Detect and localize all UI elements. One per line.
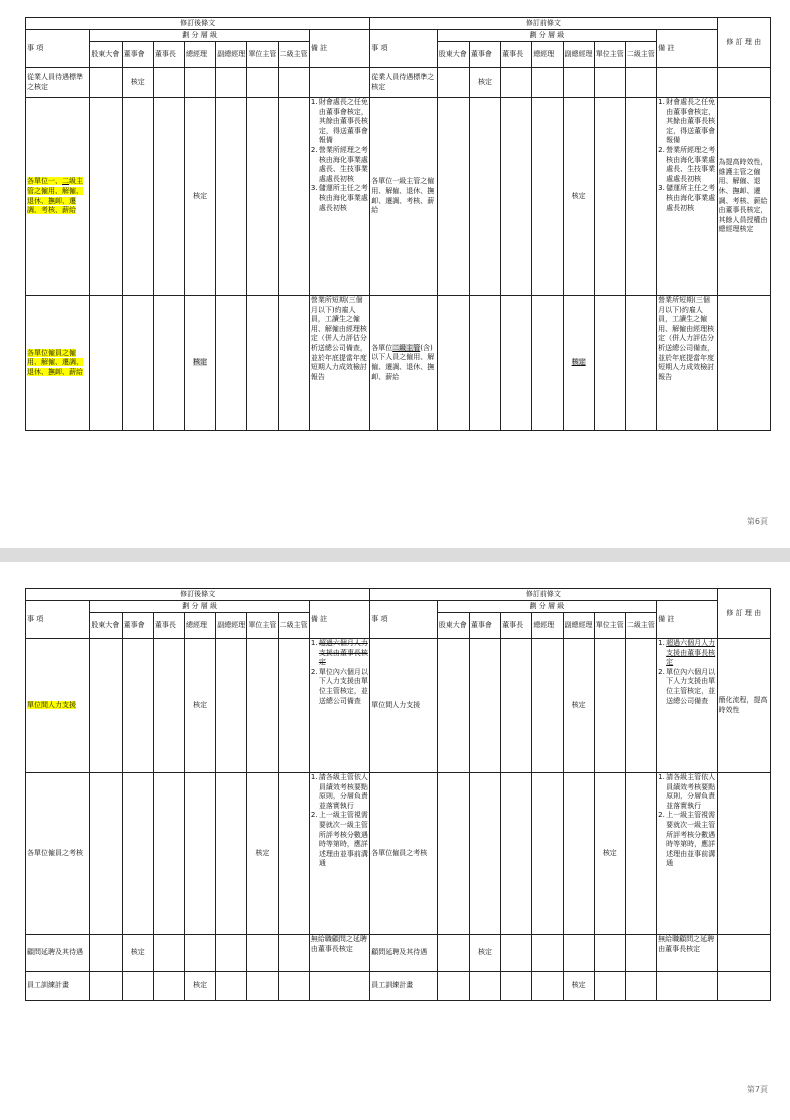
before-title: 修訂前條文 bbox=[370, 18, 717, 30]
level-header: 單位主管 bbox=[594, 42, 625, 68]
table-row bbox=[26, 972, 771, 1001]
level-approve: 核定 bbox=[469, 68, 500, 98]
item-header: 事 項 bbox=[370, 601, 437, 639]
level-header: 總經理 bbox=[185, 42, 216, 68]
after-item: 顧問延聘及其待遇 bbox=[26, 935, 90, 972]
division-header: 劃 分 層 級 bbox=[437, 30, 656, 42]
comparison-table-page-7 bbox=[25, 588, 771, 1001]
before-title: 修訂前條文 bbox=[370, 589, 717, 601]
table-row bbox=[26, 296, 771, 431]
item-header: 事 項 bbox=[26, 601, 90, 639]
level-header: 總經理 bbox=[532, 42, 563, 68]
after-item: 各單位僱員之僱用、解僱、遷調、退休、撫卹、薪給 bbox=[26, 296, 90, 431]
reason-cell bbox=[717, 68, 770, 98]
level-approve: 核定 bbox=[185, 296, 216, 431]
level-header: 董事會 bbox=[122, 42, 153, 68]
reason-cell: 為提高時效性，維護主管之僱用、解僱、退休、撫卹、遷調、考核、薪給由董事長核定，其餘人員授權由總經理核定 bbox=[717, 98, 770, 296]
item-header: 事 項 bbox=[370, 30, 437, 68]
level-approve: 核定 bbox=[185, 972, 216, 1001]
level-approve: 核定 bbox=[247, 773, 278, 935]
item-header: 事 項 bbox=[26, 30, 90, 68]
level-header: 董事長 bbox=[153, 613, 184, 639]
division-header: 劃 分 層 級 bbox=[90, 30, 309, 42]
reason-header: 修 訂 理 由 bbox=[717, 589, 770, 639]
before-remark: 1. 請各級主管依人員績效考核要點原則，分層負責並落實執行 2. 上一級主管視需要就次一級主管所評考核分數遇時等第時，應詳述理由並事前溝通 bbox=[657, 773, 717, 935]
level-header: 董事長 bbox=[501, 42, 532, 68]
before-item: 顧問延聘及其待遇 bbox=[370, 935, 437, 972]
before-item: 各單位二級主管(含)以下人員之僱用、解僱、遷調、退休、撫卹、薪給 bbox=[370, 296, 437, 431]
after-item: 各單位僱員之考核 bbox=[26, 773, 90, 935]
reason-header: 修 訂 理 由 bbox=[717, 18, 770, 68]
level-approve: 核定 bbox=[185, 639, 216, 773]
level-approve: 核定 bbox=[594, 773, 625, 935]
after-remark: 1. 超過六個月人力支援由董事長核定 2. 單位內六個月以下人力支援由單位主管核定，並送總公司備查 bbox=[309, 639, 369, 773]
level-header: 董事長 bbox=[501, 613, 532, 639]
reason-cell: 簡化流程，提高時效性 bbox=[717, 639, 770, 773]
after-remark: 營業所短期(三個月以下)約雇人員，工讀生之僱用、解僱由經理核定（併人力評估分析送總公司備查，並於年底提當年度短期人力成效檢討報告 bbox=[309, 296, 369, 431]
level-header: 單位主管 bbox=[594, 613, 625, 639]
after-title: 修訂後條文 bbox=[26, 589, 370, 601]
level-header: 單位主管 bbox=[247, 613, 278, 639]
table-row bbox=[26, 935, 771, 972]
after-remark: 無給職顧問之延聘由董事長核定 bbox=[309, 935, 369, 972]
after-item: 各單位一、二級主管之僱用、解僱、退休、撫卹、遷調、考核、薪給 bbox=[26, 98, 90, 296]
level-header: 總經理 bbox=[532, 613, 563, 639]
level-header: 股東大會 bbox=[90, 613, 122, 639]
after-item: 單位間人力支援 bbox=[26, 639, 90, 773]
table-row bbox=[26, 98, 771, 296]
level-header: 股東大會 bbox=[90, 42, 122, 68]
before-remark: 無給職顧問之延聘由董事長核定 bbox=[657, 935, 717, 972]
remark-header: 備 註 bbox=[309, 601, 369, 639]
table-row bbox=[26, 639, 771, 773]
level-header: 二級主管 bbox=[625, 42, 656, 68]
reason-cell bbox=[717, 773, 770, 935]
level-header: 總經理 bbox=[185, 613, 216, 639]
page-number: 第7頁 bbox=[746, 1085, 768, 1094]
level-header: 董事會 bbox=[469, 42, 500, 68]
document-page-7 bbox=[0, 562, 790, 1120]
level-header: 董事長 bbox=[153, 42, 184, 68]
level-header: 股東大會 bbox=[437, 613, 469, 639]
level-header: 二級主管 bbox=[278, 613, 309, 639]
level-header: 二級主管 bbox=[278, 42, 309, 68]
before-remark: 營業所短期(三個月以下)約雇人員，工讀生之僱用、解僱由經理核定（併人力評估分析送總公司備查，並於年底提當年度短期人力成效檢討報告 bbox=[657, 296, 717, 431]
remark-header: 備 註 bbox=[657, 30, 717, 68]
remark-header: 備 註 bbox=[309, 30, 369, 68]
table-row bbox=[26, 773, 771, 935]
level-approve: 核定 bbox=[563, 296, 594, 431]
after-remark: 1. 請各級主管依人員績效考核要點原則，分層負責並落實執行 2. 上一級主管視需要就次一級主管所評考核分數遇時等第時，應詳述理由並事前溝通 bbox=[309, 773, 369, 935]
table-row bbox=[26, 68, 771, 98]
level-header: 二級主管 bbox=[625, 613, 656, 639]
reason-cell bbox=[717, 972, 770, 1001]
level-approve: 核定 bbox=[563, 972, 594, 1001]
level-approve: 核定 bbox=[469, 935, 500, 972]
level-header: 董事會 bbox=[122, 613, 153, 639]
level-header: 股東大會 bbox=[437, 42, 469, 68]
level-header: 副總經理 bbox=[563, 613, 594, 639]
level-header: 副總經理 bbox=[563, 42, 594, 68]
before-item: 單位間人力支援 bbox=[370, 639, 437, 773]
level-header: 董事會 bbox=[469, 613, 500, 639]
division-header: 劃 分 層 級 bbox=[437, 601, 656, 613]
comparison-table-page-6 bbox=[25, 17, 771, 431]
before-item: 各單位一級主管之僱用、解僱、退休、撫卹、遷調、考核、薪給 bbox=[370, 98, 437, 296]
after-title: 修訂後條文 bbox=[26, 18, 370, 30]
before-item: 員工訓練計畫 bbox=[370, 972, 437, 1001]
before-remark: 1. 財會處長之任免由董事會核定，其餘由董事長核定，得送董事會報備 2. 營業所經理之考核由海化事業處處長、生技事業處處長初核 3. 儲運所主任之考核由海化事業處處長初核 bbox=[657, 98, 717, 296]
level-approve: 核定 bbox=[185, 98, 216, 296]
level-approve: 核定 bbox=[563, 98, 594, 296]
document-page-6 bbox=[0, 0, 790, 548]
division-header: 劃 分 層 級 bbox=[90, 601, 309, 613]
level-approve: 核定 bbox=[563, 639, 594, 773]
level-header: 副總經理 bbox=[216, 42, 247, 68]
reason-cell bbox=[717, 935, 770, 972]
page-number: 第6頁 bbox=[746, 517, 768, 526]
level-approve: 核定 bbox=[122, 935, 153, 972]
after-remark: 1. 財會處長之任免由董事會核定，其餘由董事長核定，得送董事會報備 2. 營業所經理之考核由海化事業處處長、生技事業處處長初核 3. 儲運所主任之考核由海化事業處處長初核 bbox=[309, 98, 369, 296]
before-remark: 1. 超過六個月人力支援由董事長核定 2. 單位內六個月以下人力支援由單位主管核定，並送總公司備查 bbox=[657, 639, 717, 773]
before-item: 各單位僱員之考核 bbox=[370, 773, 437, 935]
reason-cell bbox=[717, 296, 770, 431]
after-item: 從業人員待遇標準之核定 bbox=[26, 68, 90, 98]
level-header: 副總經理 bbox=[216, 613, 247, 639]
level-approve: 核定 bbox=[122, 68, 153, 98]
before-item: 從業人員待遇標準之核定 bbox=[370, 68, 437, 98]
level-header: 單位主管 bbox=[247, 42, 278, 68]
after-item: 員工訓練計畫 bbox=[26, 972, 90, 1001]
remark-header: 備 註 bbox=[657, 601, 717, 639]
